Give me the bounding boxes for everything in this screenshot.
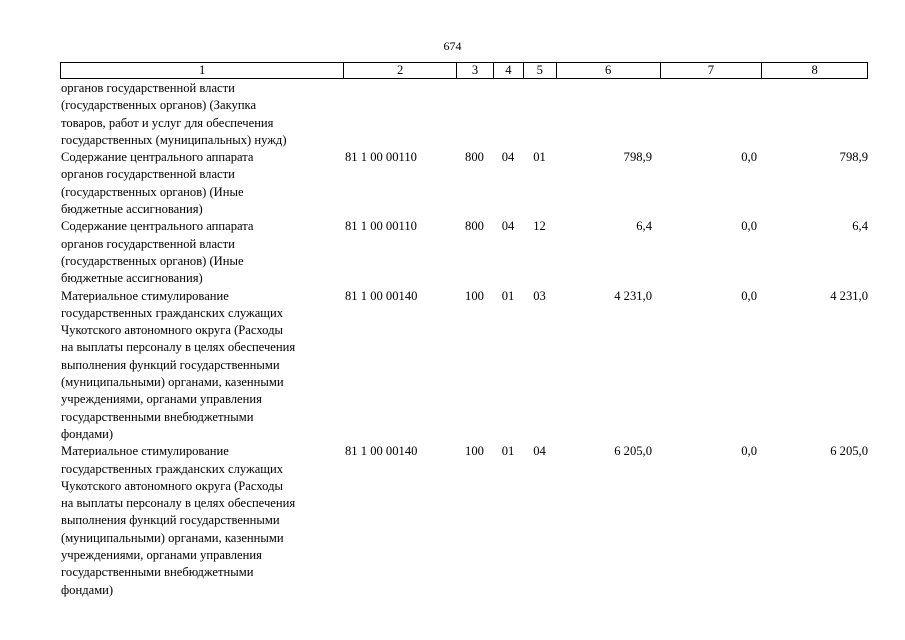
row-name <box>60 80 343 149</box>
row-value-7: 0,0 <box>741 219 757 234</box>
row-name-line: выполнения функций государственными <box>61 357 280 372</box>
header-col-8: 8 <box>761 63 867 78</box>
row-name-line: учреждениями, органами управления <box>61 548 262 563</box>
row-value-8: 798,9 <box>839 150 868 165</box>
row-name-line: Чукотского автономного округа (Расходы <box>61 478 283 493</box>
row-rz: 01 <box>501 288 515 303</box>
row-value-6: 6 205,0 <box>614 444 652 459</box>
row-name-line: (государственных органов) (Иные <box>61 253 244 268</box>
row-name-line: бюджетные ассигнования) <box>61 271 203 286</box>
row-value-8: 6,4 <box>852 219 868 234</box>
row-name-line: Материальное стимулирование <box>61 288 229 303</box>
row-value-8: 6 205,0 <box>830 444 868 459</box>
page-number: 674 <box>443 39 462 53</box>
table-body <box>60 80 868 599</box>
row-name-line: государственных (муниципальных) нужд) <box>61 132 287 147</box>
row-csr <box>343 80 456 149</box>
row-name-line: на выплаты персоналу в целях обеспечения <box>61 340 296 355</box>
row-name-line: бюджетные ассигнования) <box>61 202 203 217</box>
row-value-6: 6,4 <box>636 219 652 234</box>
row-rz <box>493 80 523 149</box>
row-vr: 800 <box>465 219 484 234</box>
header-col-2: 2 <box>343 63 456 78</box>
row-name-line: (муниципальными) органами, казенными <box>61 530 284 545</box>
row-csr: 81 1 00 00140 <box>345 444 418 459</box>
row-name-line: Содержание центрального аппарата <box>61 150 254 165</box>
row-value-7: 0,0 <box>741 444 757 459</box>
row-pr: 01 <box>533 150 546 165</box>
table-header <box>60 62 868 79</box>
row-rz: 01 <box>501 444 515 459</box>
row-name-line: государственных гражданских служащих <box>61 305 284 320</box>
row-value-7: 0,0 <box>741 288 757 303</box>
row-name-line: государственных гражданских служащих <box>61 461 284 476</box>
row-value-8: 4 231,0 <box>830 288 868 303</box>
header-col-5: 5 <box>523 63 556 78</box>
row-name-line: фондами) <box>61 582 114 597</box>
table-row <box>60 80 868 149</box>
row-value-6: 4 231,0 <box>614 288 652 303</box>
row-csr: 81 1 00 00110 <box>345 150 417 165</box>
row-value-6 <box>556 80 660 149</box>
row-pr: 04 <box>533 444 546 459</box>
header-col-4: 4 <box>493 63 523 78</box>
row-name-line: выполнения функций государственными <box>61 513 280 528</box>
row-name-line: государственными внебюджетными <box>61 565 254 580</box>
row-value-8 <box>762 80 868 149</box>
row-name-line: государственными внебюджетными <box>61 409 254 424</box>
header-col-6: 6 <box>556 63 660 78</box>
row-name-line: (государственных органов) (Иные <box>61 184 244 199</box>
row-name <box>60 288 343 444</box>
row-rz: 04 <box>501 219 515 234</box>
row-name-line: (муниципальными) органами, казенными <box>61 375 284 390</box>
header-col-1: 1 <box>199 63 206 77</box>
row-name <box>60 218 343 287</box>
row-name-line: на выплаты персоналу в целях обеспечения <box>61 496 296 511</box>
row-pr: 03 <box>533 288 546 303</box>
row-vr: 100 <box>465 288 484 303</box>
table-row <box>60 443 868 599</box>
header-col-3: 3 <box>456 63 493 78</box>
row-pr <box>523 80 556 149</box>
row-value-6: 798,9 <box>623 150 652 165</box>
row-rz: 04 <box>501 150 515 165</box>
row-vr <box>456 80 493 149</box>
row-name-line: Содержание центрального аппарата <box>61 219 254 234</box>
table-row <box>60 149 868 218</box>
row-csr: 81 1 00 00110 <box>345 219 417 234</box>
row-name-line: учреждениями, органами управления <box>61 392 262 407</box>
row-name-line: Чукотского автономного округа (Расходы <box>61 323 283 338</box>
row-name-line: фондами) <box>61 426 114 441</box>
row-name-line: Материальное стимулирование <box>61 444 229 459</box>
table-row <box>60 218 868 287</box>
row-csr: 81 1 00 00140 <box>345 288 418 303</box>
row-name-line: товаров, работ и услуг для обеспечения <box>61 115 274 130</box>
row-name <box>60 443 343 599</box>
row-value-7: 0,0 <box>741 150 757 165</box>
row-vr: 100 <box>465 444 484 459</box>
row-name <box>60 149 343 218</box>
row-vr: 800 <box>465 150 484 165</box>
table-row <box>60 288 868 444</box>
row-name-line: (государственных органов) (Закупка <box>61 98 257 113</box>
row-pr: 12 <box>533 219 546 234</box>
row-name-line: органов государственной власти <box>61 236 235 251</box>
row-name-line: органов государственной власти <box>61 81 235 95</box>
header-col-7: 7 <box>660 63 762 78</box>
row-value-7 <box>660 80 762 149</box>
row-name-line: органов государственной власти <box>61 167 235 182</box>
